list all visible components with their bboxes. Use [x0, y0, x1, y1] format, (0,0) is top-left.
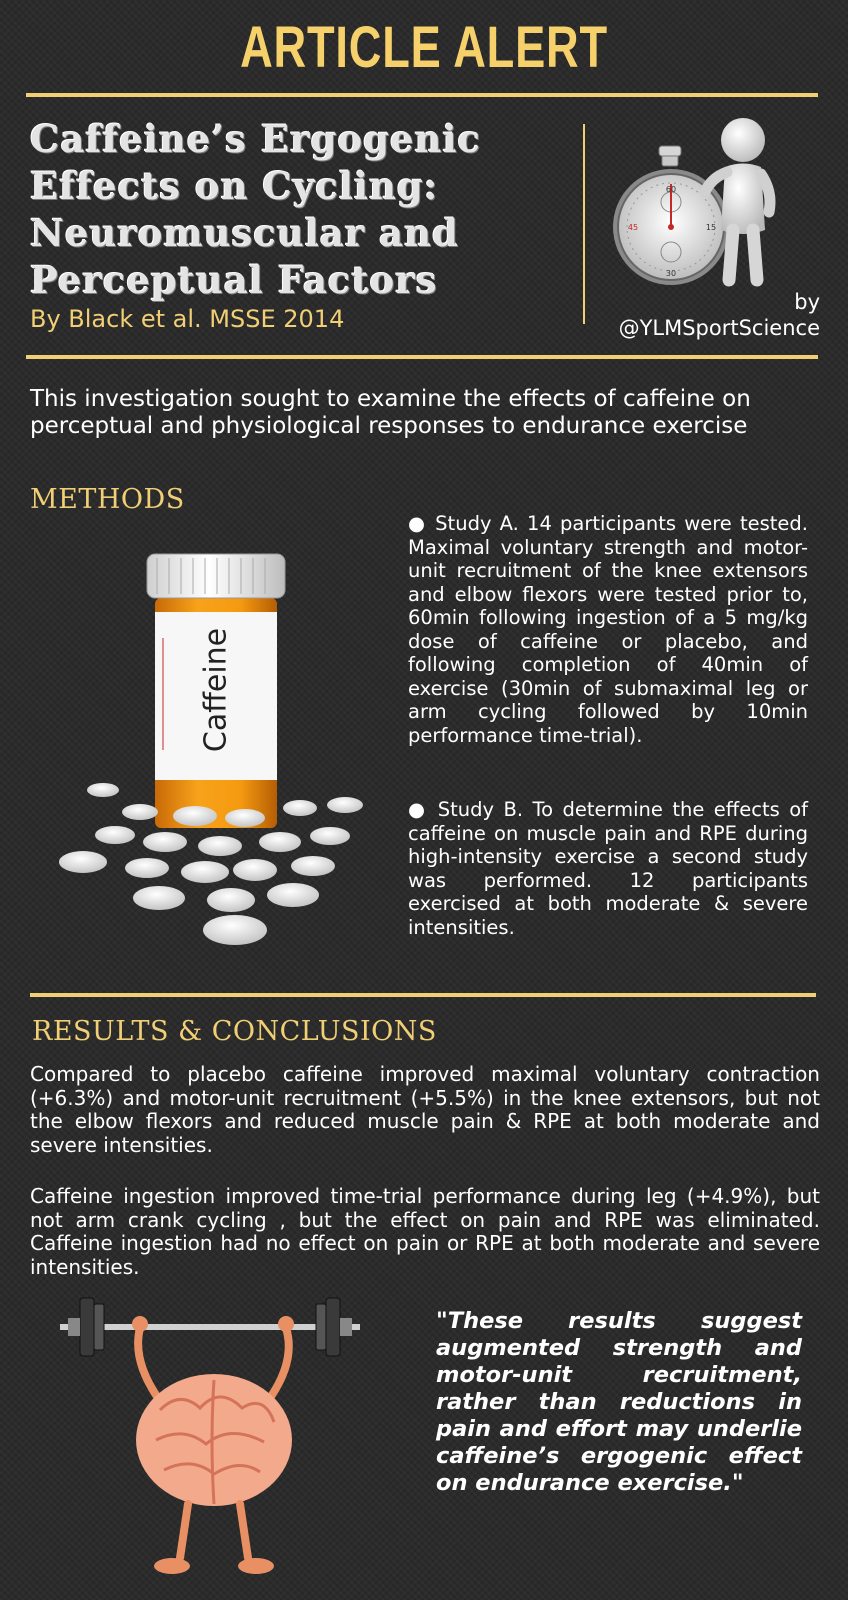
author-handle: @YLMSportScience: [618, 316, 820, 340]
results-paragraph-2: Caffeine ingestion improved time-trial performance during leg (+4.9%), but not arm crank cycling , but the effect on pain and RPE was eliminated. Caffeine ingestion had no effect on pain or RPE at both moderate and severe intensities.: [30, 1184, 820, 1279]
conclusion-quote: "These results suggest augmented strength and motor-unit recruitment, rather than reductions in pain and effort may underlie caffeine’s ergogenic effect on endurance exercise.": [436, 1308, 802, 1496]
stopwatch-icon: [613, 146, 729, 285]
pill-bottle-illustration: [55, 550, 375, 970]
page-header-title: ARTICLE ALERT: [240, 15, 608, 80]
title-divider: [26, 355, 818, 359]
brain-character-icon: [132, 1316, 294, 1574]
stopwatch-figure-illustration: [615, 112, 815, 292]
author-by-label: by: [794, 290, 820, 314]
intro-text: This investigation sought to examine the effects of caffeine on perceptual and physiological responses to endurance exercise: [30, 386, 751, 439]
methods-divider: [30, 993, 816, 997]
methods-heading: METHODS: [30, 484, 185, 515]
article-title: Caffeine’s Ergogenic Effects on Cycling: Neuromuscular and Perceptual Factors: [30, 117, 482, 302]
article-byline: By Black et al. MSSE 2014: [30, 305, 345, 333]
header-divider: [26, 93, 818, 97]
results-heading: RESULTS & CONCLUSIONS: [32, 1016, 437, 1047]
title-vertical-divider: [583, 124, 585, 324]
barbell-icon: [60, 1298, 360, 1356]
svg-text:15: 15: [705, 223, 717, 232]
results-paragraph-1: Compared to placebo caffeine improved maximal voluntary contraction (+6.3%) and motor-unit recruitment (+5.5%) in the knee extensors, but not the elbow flexors and reduced muscle pain & RPE at both moderate and severe intensities.: [30, 1062, 820, 1157]
study-a-text: ● Study A. 14 participants were tested. Maximal voluntary strength and motor-unit recruitment of the knee extensors and elbow flexors were tested prior to, 60min following ingestion of a 5 mg/kg dose of caffeine or placebo, and following completion of 40min of exercise (30min of submaximal leg or arm cycling followed by 10min performance time-trial).: [408, 512, 808, 747]
svg-text:45: 45: [627, 223, 639, 232]
bottle-label-text: Caffeine: [198, 627, 234, 753]
brain-barbell-illustration: [60, 1290, 370, 1590]
svg-text:60: 60: [665, 185, 677, 194]
study-b-text: ● Study B. To determine the effects of caffeine on muscle pain and RPE during high-intensity exercise a second study was performed. 12 participants exercised at both moderate & severe intensities.: [408, 798, 808, 939]
svg-text:30: 30: [665, 269, 677, 278]
